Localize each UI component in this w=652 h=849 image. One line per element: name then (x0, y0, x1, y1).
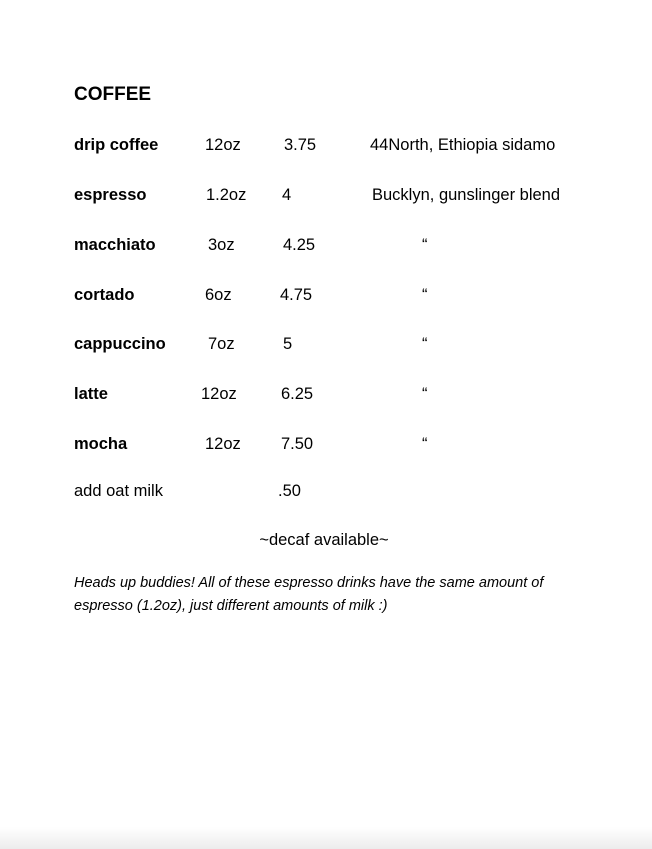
decaf-note-text: ~decaf available~ (259, 531, 389, 549)
addon-name: add oat milk (74, 482, 163, 500)
item-origin-ditto: “ (422, 236, 428, 254)
item-origin: 44North, Ethiopia sidamo (370, 136, 556, 154)
item-size: 12oz (201, 385, 237, 403)
item-price: 3.75 (284, 136, 317, 154)
item-price: 5 (283, 335, 293, 353)
item-origin-ditto: “ (422, 335, 428, 353)
item-price: 7.50 (281, 435, 314, 453)
item-price: 4.75 (280, 286, 313, 304)
footnote: Heads up buddies! All of these espresso drinks have the same amount of espresso (1.2oz), just different amounts of milk :) (74, 575, 544, 614)
addon-price: .50 (278, 482, 301, 500)
menu-item-row (0, 434, 652, 454)
item-size: 12oz (205, 435, 241, 453)
decaf-note (0, 530, 652, 550)
item-size: 6oz (205, 286, 232, 304)
item-origin-ditto: “ (422, 286, 428, 304)
addon-row (0, 481, 652, 501)
item-origin: Bucklyn, gunslinger blend (372, 186, 561, 204)
item-size: 3oz (208, 236, 235, 254)
menu-item-row (0, 334, 652, 354)
item-name: cortado (74, 286, 135, 304)
item-size: 12oz (205, 136, 241, 154)
item-name: cappuccino (74, 335, 166, 353)
menu-item-row (0, 235, 652, 255)
item-origin-ditto: “ (422, 385, 428, 403)
menu-item-row (0, 185, 652, 205)
item-name: drip coffee (74, 136, 159, 154)
item-price: 4 (282, 186, 292, 204)
item-size: 7oz (208, 335, 235, 353)
section-heading: COFFEE (74, 84, 152, 105)
menu-item-row (0, 285, 652, 305)
item-price: 4.25 (283, 236, 316, 254)
item-origin-ditto: “ (422, 435, 428, 453)
item-name: latte (74, 385, 108, 403)
menu-item-row (0, 384, 652, 404)
item-size: 1.2oz (206, 186, 247, 204)
menu-item-row (0, 135, 652, 155)
item-name: macchiato (74, 236, 156, 254)
item-name: espresso (74, 186, 147, 204)
page-bottom-shadow (0, 827, 652, 849)
item-price: 6.25 (281, 385, 314, 403)
item-name: mocha (74, 435, 128, 453)
